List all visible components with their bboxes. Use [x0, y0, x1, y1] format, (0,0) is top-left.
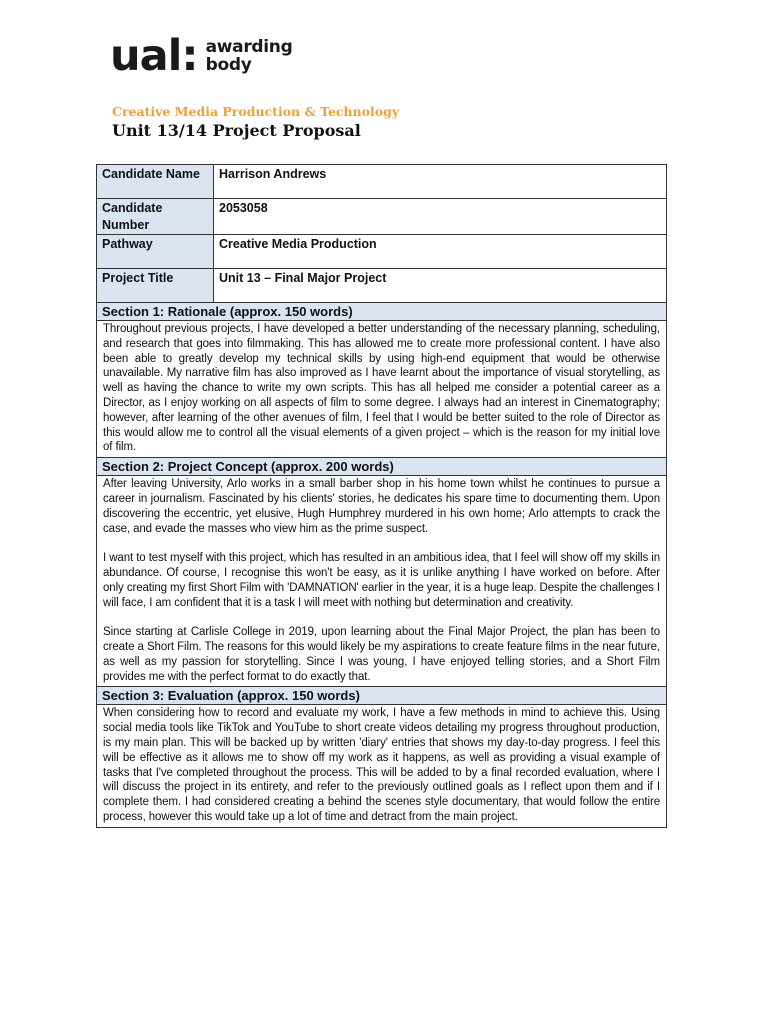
detail-row-pathway: [97, 235, 667, 269]
section-paragraph: Since starting at Carlisle College in 2019, upon learning about the Final Major Project, the plan has been to create a Short Film. The reasons for this would likely be my aspirations to create feature films in the near future, as well as my passion for storytelling. Since I was young, I have enjoyed telling stories, and a Short Film provides me with the perfect format to do exactly that.: [103, 626, 660, 683]
section-paragraph: I want to test myself with this project, which has resulted in an ambitious idea, that I feel will show off my skills in abundance. Of course, I recognise this won't be easy, as it is unlike anything I have worked on before. After only creating my first Short Film with 'DAMNATION' earlier in the year, it is a huge leap. Despite the challenges I will face, I am confident that it is a task I will meet with nothing but determination and creativity.: [103, 552, 660, 609]
section-heading: Section 3: Evaluation (approx. 150 words): [97, 687, 667, 705]
detail-label: Candidate Name: [97, 165, 214, 199]
section-3-body-row: [97, 705, 667, 827]
page-title: Unit 13/14 Project Proposal: [112, 121, 361, 140]
detail-row-candidate-number: [97, 199, 667, 235]
logo-line-2: body: [205, 55, 252, 75]
detail-row-candidate-name: [97, 165, 667, 199]
detail-value: Creative Media Production: [214, 235, 667, 269]
section-3-heading-row: [97, 687, 667, 705]
section-2-heading-row: [97, 458, 667, 476]
section-1-heading-row: [97, 303, 667, 321]
detail-label: Candidate Number: [97, 199, 214, 235]
detail-row-project-title: [97, 269, 667, 303]
course-title: Creative Media Production & Technology: [112, 104, 400, 119]
section-1-body-row: [97, 321, 667, 458]
detail-label: Project Title: [97, 269, 214, 303]
detail-label: Pathway: [97, 235, 214, 269]
section-paragraph: Throughout previous projects, I have developed a better understanding of the necessary planning, scheduling, and research that goes into filmmaking. This has allowed me to create more professional content. I have also been able to greatly develop my technical skills by using high-end equipment that would be otherwise unavailable. My narrative film has also improved as I have learnt about the importance of visual storytelling, as well as having the chance to write my own scripts. This has all helped me consider a potential career as a Director, as I enjoy working on all aspects of film to some degree. I always had an interest in Cinematography; however, after learning of the other avenues of film, I feel that I would be better suited to the role of Director as this would allow me to control all the visual elements of a given project – which is the reason for my initial love of film.: [103, 323, 660, 454]
proposal-table: [96, 164, 667, 828]
section-heading: Section 2: Project Concept (approx. 200 words): [97, 458, 667, 476]
section-paragraph: After leaving University, Arlo works in a small barber shop in his home town whilst he continues to pursue a career in journalism. Fascinated by his clients' stories, he dedicates his spare time to documenting them. Upon discovering the eccentric, yet elusive, Hugh Humphrey murdered in his own home; Arlo attempts to crack the case, and evade the masses who view him as the prime suspect.: [103, 478, 660, 535]
logo-brand: ual:: [110, 31, 198, 81]
section-heading: Section 1: Rationale (approx. 150 words): [97, 303, 667, 321]
ual-logo: [110, 31, 293, 81]
section-body: [97, 705, 667, 827]
detail-value: Harrison Andrews: [214, 165, 667, 199]
detail-value: 2053058: [214, 199, 667, 235]
section-2-body-row: [97, 476, 667, 687]
section-body: [97, 321, 667, 458]
section-paragraph: When considering how to record and evaluate my work, I have a few methods in mind to achieve this. Using social media tools like TikTok and YouTube to short create videos detailing my progress throughout production, is my main plan. This will be backed up by written 'diary' entries that shows my day-to-day progress. I feel this will be effective as it allows me to show off my work as it happens, as well as providing a visual example of tasks that I've completed throughout the process. This will be added to by a final recorded evaluation, where I will discuss the project in its entirety, and refer to the previously outlined goals as I reflect upon them and if I complete them. I had considered creating a behind the scenes style documentary, that would follow the entire process, however this would take up a lot of time and detract from the main project.: [103, 707, 660, 823]
logo-subtitle: [206, 38, 293, 74]
section-body: [97, 476, 667, 687]
logo-line-1: awarding: [205, 37, 293, 57]
detail-value: Unit 13 – Final Major Project: [214, 269, 667, 303]
